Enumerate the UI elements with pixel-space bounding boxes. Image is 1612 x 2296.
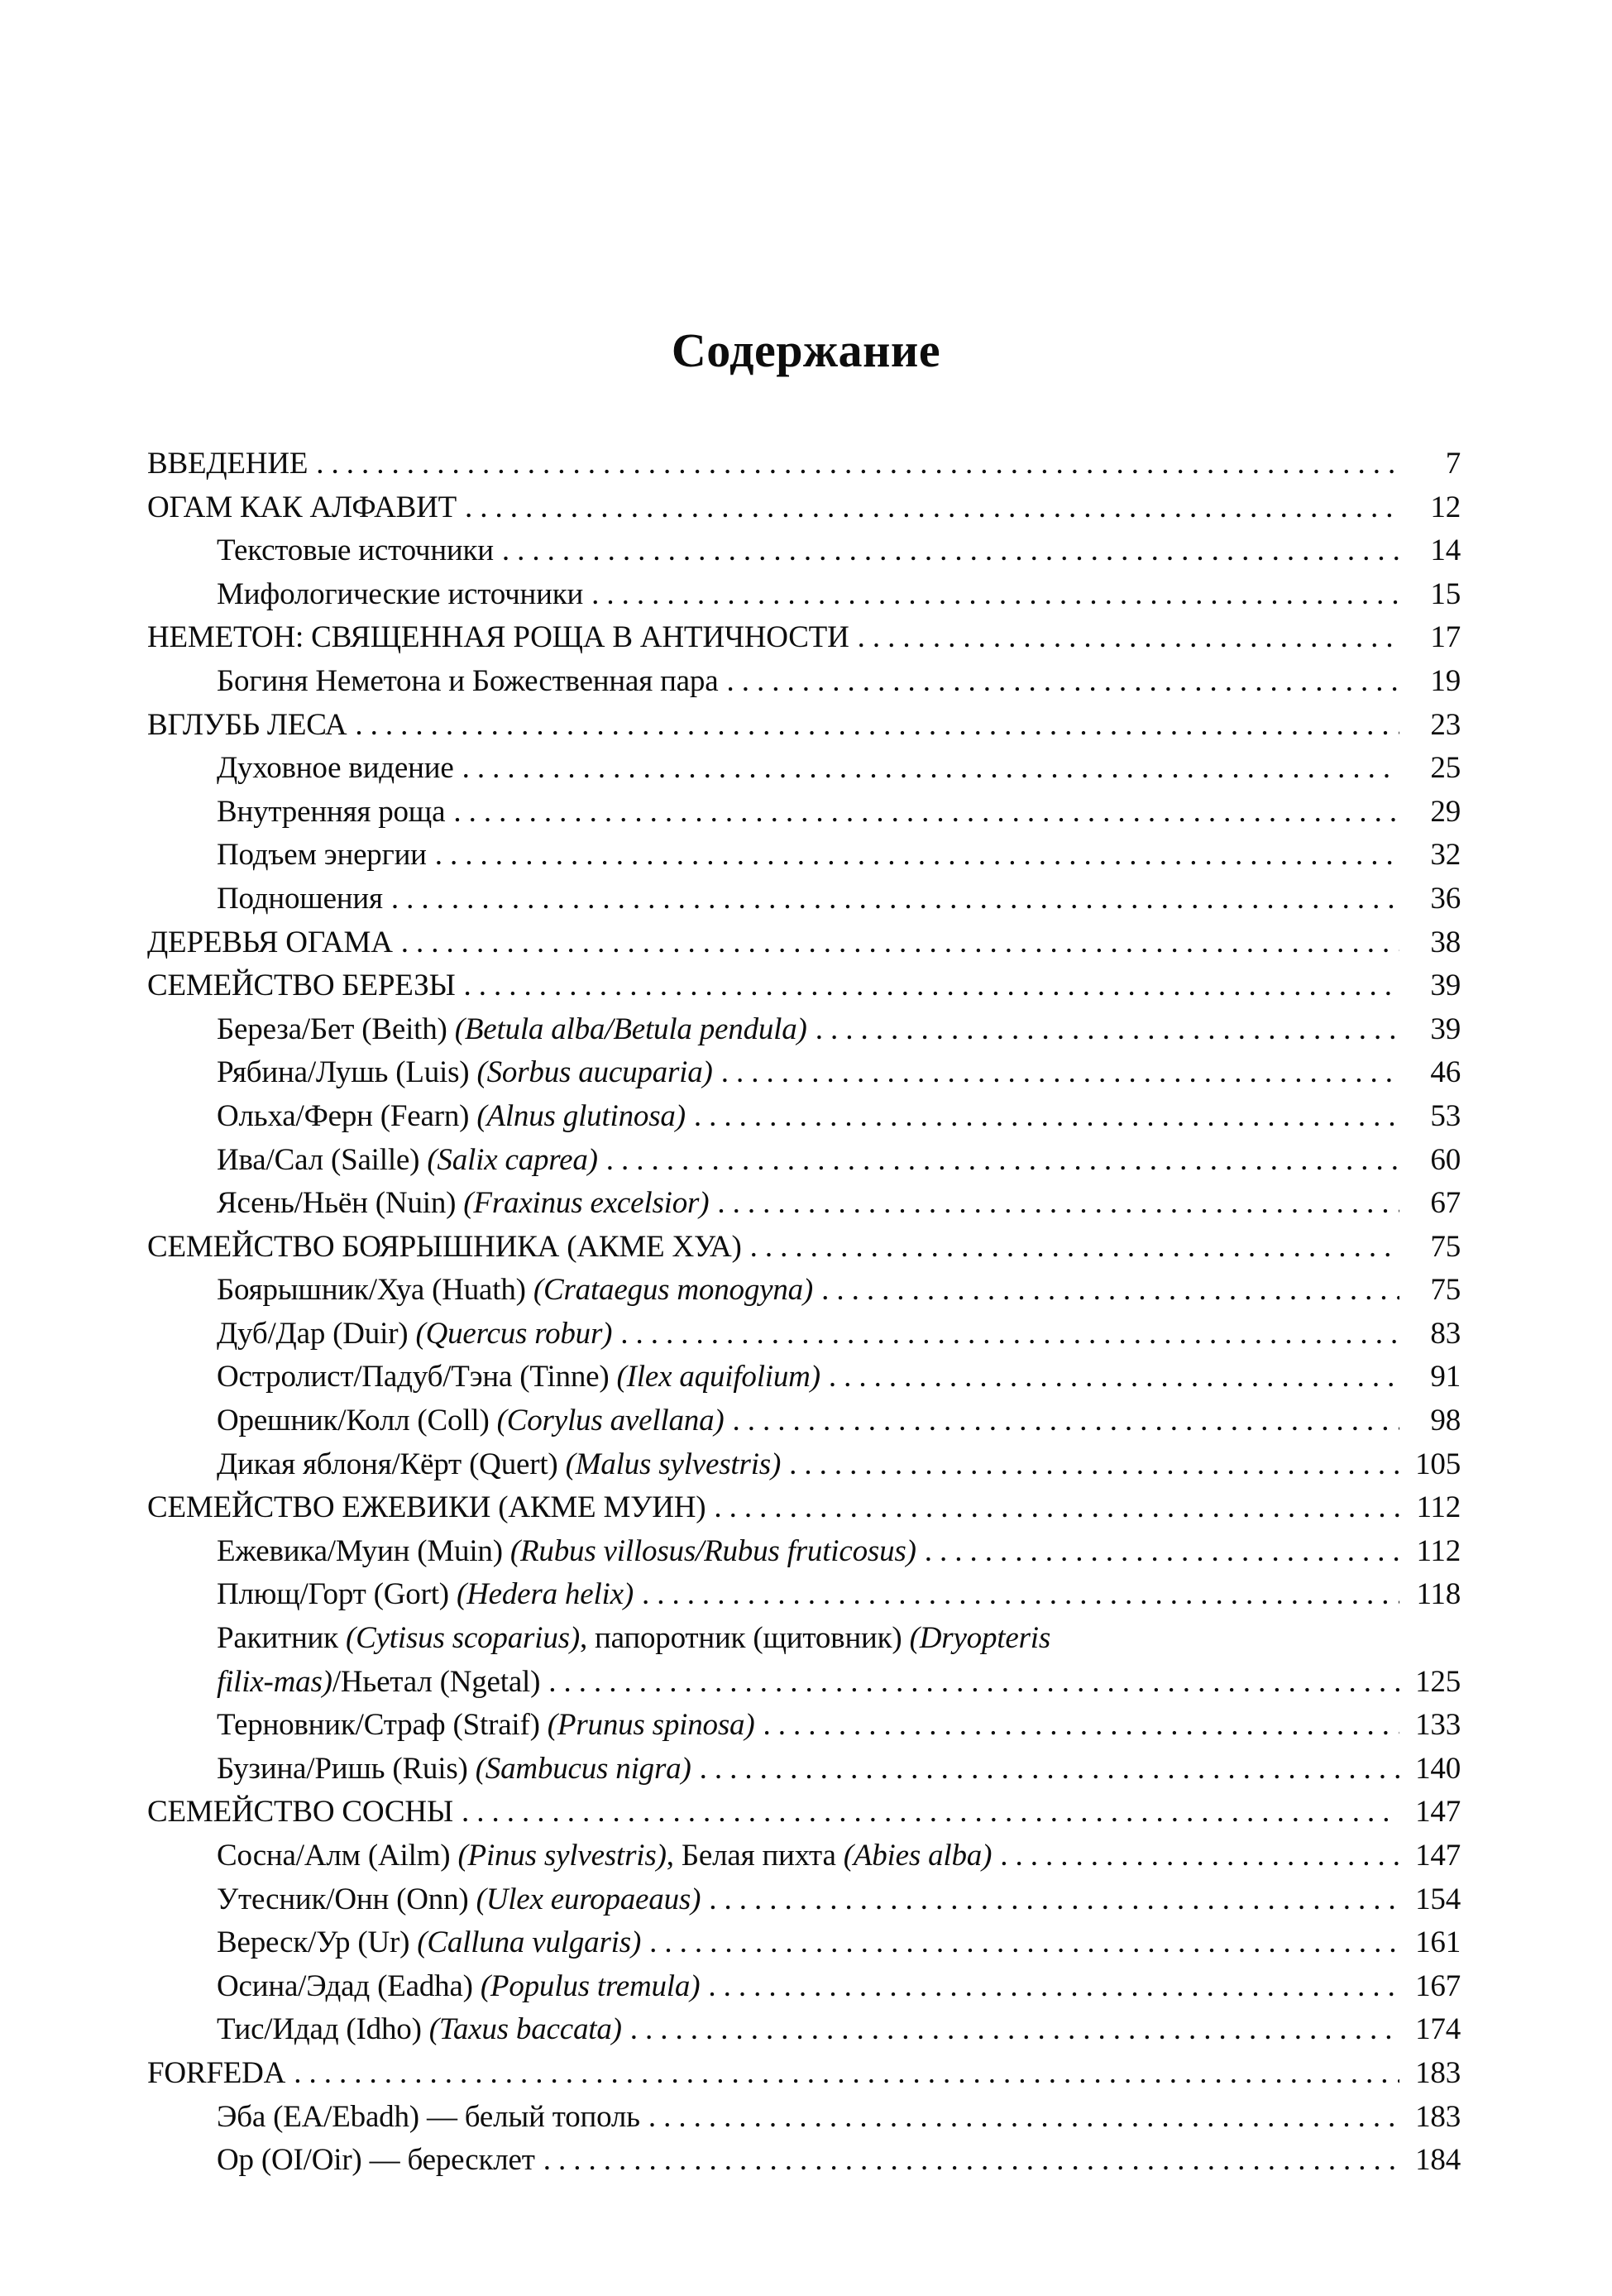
toc-label-text: Эба (EA/Ebadh) — белый тополь <box>217 2099 640 2134</box>
toc-entry <box>147 446 1461 490</box>
leader-dots <box>502 533 1399 568</box>
toc-entry-label <box>217 1882 701 1917</box>
toc-label-text: СЕМЕЙСТВО БЕРЕЗЫ <box>147 969 456 1003</box>
leader-dots <box>649 1925 1399 1960</box>
leader-dots <box>763 1707 1399 1743</box>
toc-page-number: 39 <box>1430 969 1461 1003</box>
leader-dots <box>789 1447 1399 1482</box>
toc-entry <box>147 490 1461 533</box>
toc-entry-label <box>217 794 445 830</box>
toc-label-latin-name: (Malus sylvestris) <box>565 1447 782 1481</box>
toc-entry <box>147 1751 1461 1795</box>
toc-entry <box>147 576 1461 620</box>
toc-entry-label <box>217 1012 807 1047</box>
leader-dots <box>294 2055 1399 2091</box>
toc-page-number: 183 <box>1415 2099 1461 2134</box>
toc-entry-label <box>217 1447 781 1482</box>
toc-entry-label <box>147 1229 742 1265</box>
toc-entry <box>147 1142 1461 1186</box>
toc-entry-label <box>217 1142 598 1178</box>
toc-page-number: 161 <box>1415 1925 1461 1960</box>
toc-entry-label <box>147 619 849 655</box>
toc-label-text: ВВЕДЕНИЕ <box>147 447 309 481</box>
toc-entry <box>147 2142 1461 2186</box>
toc-entry <box>147 663 1461 707</box>
toc-label-latin-name: (Dryopteris <box>909 1621 1051 1656</box>
toc-page-number: 75 <box>1430 1273 1461 1308</box>
toc-entry <box>147 925 1461 969</box>
leader-dots <box>721 1055 1399 1090</box>
leader-dots <box>858 619 1399 655</box>
toc-page-number: 53 <box>1430 1098 1461 1133</box>
toc-entry-label <box>147 1794 453 1830</box>
toc-label-latin-name: (Calluna vulgaris) <box>417 1925 642 1960</box>
toc-entry <box>147 2011 1461 2055</box>
leader-dots <box>548 1664 1399 1700</box>
toc-label-text: Ор (OI/Oir) — бересклет <box>217 2143 535 2178</box>
toc-label-text: Рябина/Лушь (Luis) <box>217 1055 477 1090</box>
toc-entry-label <box>217 1576 634 1612</box>
toc-entry <box>147 1620 1461 1664</box>
toc-page-number: 46 <box>1430 1055 1461 1090</box>
toc-page-number: 167 <box>1415 1968 1461 2003</box>
leader-dots <box>316 446 1399 481</box>
toc-entry <box>147 794 1461 838</box>
toc-entry <box>147 1359 1461 1403</box>
toc-page-number: 75 <box>1430 1229 1461 1264</box>
toc-entry-label <box>217 533 494 568</box>
leader-dots <box>714 1490 1399 1525</box>
leader-dots <box>543 2142 1399 2178</box>
toc-entry <box>147 1838 1461 1882</box>
toc-page-number: 154 <box>1415 1882 1461 1916</box>
toc-entry <box>147 707 1461 751</box>
toc-page-number: 184 <box>1415 2143 1461 2178</box>
toc-label-text: ВГЛУБЬ ЛЕСА <box>147 707 347 742</box>
toc-label-text: FORFEDA <box>147 2055 286 2090</box>
leader-dots <box>391 881 1399 916</box>
toc-label-latin-name: (Sorbus aucuparia) <box>476 1055 713 1090</box>
toc-entry <box>147 1403 1461 1447</box>
toc-label-text: ДЕРЕВЬЯ ОГАМА <box>147 925 393 959</box>
toc-page-number: 140 <box>1415 1751 1461 1786</box>
toc-entry-label <box>217 1403 725 1438</box>
toc-label-latin-name: (Quercus robur) <box>415 1316 613 1351</box>
toc-page-number: 60 <box>1430 1142 1461 1177</box>
toc-entry-label <box>217 1316 612 1351</box>
toc-page-number: 12 <box>1430 490 1461 524</box>
toc-entry <box>147 2055 1461 2099</box>
toc-page-number: 91 <box>1430 1360 1461 1394</box>
toc-entry-label <box>147 925 393 960</box>
toc-entry-label <box>217 2011 622 2047</box>
toc-page-number: 147 <box>1415 1839 1461 1873</box>
toc-page-number: 118 <box>1416 1577 1461 1612</box>
toc-label-text: Ива/Сал (Saille) <box>217 1142 428 1177</box>
toc-entry-label <box>147 968 456 1003</box>
toc-label-latin-name: (Rubus villosus/Rubus fruticosus) <box>509 1533 916 1568</box>
toc-label-text: Сосна/Алм (Ailm) <box>217 1839 458 1873</box>
toc-label-text: Духовное видение <box>217 751 454 786</box>
page-title: Содержание <box>671 323 941 377</box>
toc-label-latin-name: (Crataegus monogyna) <box>533 1273 814 1308</box>
toc-entry-label <box>147 707 347 743</box>
toc-page-number: 32 <box>1430 838 1461 873</box>
leader-dots <box>694 1098 1399 1134</box>
leader-dots <box>606 1142 1399 1178</box>
toc-label-text: Ежевика/Муин (Muin) <box>217 1533 510 1568</box>
toc-entry-label <box>217 1620 1050 1656</box>
toc-page-number: 147 <box>1415 1795 1461 1830</box>
toc-entry <box>147 1576 1461 1620</box>
toc-label-text: ОГАМ КАК АЛФАВИТ <box>147 490 457 524</box>
toc-label-text: Ракитник <box>217 1621 346 1656</box>
toc-entry <box>147 619 1461 663</box>
toc-entry <box>147 750 1461 794</box>
leader-dots <box>642 1576 1399 1612</box>
toc-entry <box>147 533 1461 576</box>
leader-dots <box>750 1229 1399 1265</box>
toc-page-number: 174 <box>1415 2012 1461 2047</box>
toc-label-text: , папоротник (щитовник) <box>579 1621 910 1656</box>
toc-label-text: Мифологические источники <box>217 576 584 611</box>
toc-entry <box>147 1533 1461 1577</box>
toc-page-number: 112 <box>1416 1490 1461 1525</box>
leader-dots <box>630 2011 1399 2047</box>
toc-page-number: 7 <box>1445 447 1461 481</box>
leader-dots <box>648 2099 1399 2135</box>
toc-label-text: НЕМЕТОН: СВЯЩЕННАЯ РОЩА В АНТИЧНОСТИ <box>147 620 849 655</box>
toc-page-number: 15 <box>1430 576 1461 611</box>
toc-label-text: Текстовые источники <box>217 533 494 568</box>
toc-label-text: Плющ/Горт (Gort) <box>217 1577 457 1612</box>
toc-label-latin-name: (Taxus baccata) <box>428 2012 622 2047</box>
toc-entry <box>147 1707 1461 1751</box>
toc-page-number: 112 <box>1416 1533 1461 1568</box>
toc-label-latin-name: (Ilex aquifolium) <box>616 1360 820 1394</box>
toc-entry-label <box>217 750 454 786</box>
toc-page-number: 133 <box>1415 1708 1461 1743</box>
toc-label-text: Боярышник/Хуа (Huath) <box>217 1273 533 1308</box>
leader-dots <box>435 837 1399 873</box>
toc-label-latin-name: (Cytisus scoparius) <box>345 1621 580 1656</box>
toc-label-latin-name: (Betula alba/Betula pendula) <box>454 1012 807 1046</box>
toc-entry-label <box>217 1751 691 1787</box>
toc-page-number: 23 <box>1430 707 1461 742</box>
toc-label-text: Внутренняя роща <box>217 794 446 829</box>
toc-entry-label <box>217 576 583 612</box>
toc-label-latin-name: filix-mas) <box>217 1664 332 1699</box>
toc-label-text: СЕМЕЙСТВО БОЯРЫШНИКА (АКМЕ ХУА) <box>147 1229 742 1264</box>
toc-entry-label <box>217 1533 916 1569</box>
toc-page-number: 125 <box>1415 1664 1461 1699</box>
toc-page-number: 17 <box>1430 620 1461 655</box>
toc-entry <box>147 1272 1461 1316</box>
toc-entry-label <box>217 881 383 916</box>
leader-dots <box>401 925 1399 960</box>
toc-label-latin-name: (Hedera helix) <box>456 1577 634 1612</box>
toc-label-text: Осина/Эдад (Eadha) <box>217 1968 481 2003</box>
toc-page-number: 67 <box>1430 1186 1461 1221</box>
toc-label-text: Богиня Неметона и Божественная пара <box>217 663 719 698</box>
toc-label-text: Ольха/Ферн (Fearn) <box>217 1098 477 1133</box>
toc-label-latin-name: (Pinus sylvestris) <box>457 1839 667 1873</box>
toc-page-number: 36 <box>1430 881 1461 916</box>
toc-label-text: СЕМЕЙСТВО ЕЖЕВИКИ (АКМЕ МУИН) <box>147 1490 706 1525</box>
toc-entry <box>147 1968 1461 2012</box>
leader-dots <box>462 750 1399 786</box>
toc-entry <box>147 1185 1461 1229</box>
toc-entry-label <box>217 663 718 699</box>
toc-page-number: 19 <box>1430 663 1461 698</box>
toc-label-text: Дуб/Дар (Duir) <box>217 1316 416 1351</box>
leader-dots <box>453 794 1399 830</box>
toc-label-text: /Ньетал (Ngetal) <box>332 1664 541 1699</box>
leader-dots <box>1000 1838 1399 1873</box>
toc-entry <box>147 881 1461 925</box>
toc-label-text: Дикая яблоня/Кёрт (Quert) <box>217 1447 566 1481</box>
leader-dots <box>925 1533 1399 1569</box>
leader-dots <box>709 1882 1399 1917</box>
toc-page-number: 83 <box>1430 1316 1461 1351</box>
leader-dots <box>355 707 1399 743</box>
toc-entry-label <box>217 2099 640 2135</box>
toc-label-latin-name: (Populus tremula) <box>480 1968 701 2003</box>
toc-page-number: 14 <box>1430 533 1461 568</box>
toc-entry <box>147 968 1461 1012</box>
toc-entry-label <box>217 1925 641 1960</box>
leader-dots <box>700 1751 1399 1787</box>
toc-page-number: 183 <box>1415 2055 1461 2090</box>
toc-entry <box>147 1012 1461 1055</box>
toc-label-text: , Белая пихта <box>666 1839 844 1873</box>
toc-label-text: Утесник/Онн (Onn) <box>217 1882 476 1916</box>
toc-entry-label <box>217 1359 820 1394</box>
toc-entry-label <box>147 446 308 481</box>
toc-entry <box>147 1490 1461 1533</box>
toc-label-text: СЕМЕЙСТВО СОСНЫ <box>147 1795 453 1830</box>
toc-label-latin-name: (Salix caprea) <box>427 1142 598 1177</box>
toc-entry <box>147 1882 1461 1925</box>
leader-dots <box>591 576 1399 612</box>
toc-entry <box>147 1447 1461 1490</box>
toc-list <box>0 446 1612 2186</box>
toc-label-latin-name: (Ulex europaeaus) <box>476 1882 701 1916</box>
leader-dots <box>726 663 1399 699</box>
toc-entry <box>147 1664 1461 1708</box>
leader-dots <box>462 1794 1399 1830</box>
toc-entry-label <box>217 1098 686 1134</box>
toc-page-number: 39 <box>1430 1012 1461 1046</box>
toc-page-number: 25 <box>1430 751 1461 786</box>
toc-label-text: Подъем энергии <box>217 838 427 873</box>
toc-label-latin-name: (Fraxinus excelsior) <box>463 1186 710 1221</box>
toc-entry-label <box>217 2142 535 2178</box>
toc-entry-label <box>217 837 427 873</box>
toc-entry <box>147 837 1461 881</box>
toc-label-text: Терновник/Страф (Straif) <box>217 1708 548 1743</box>
toc-page-number: 105 <box>1415 1447 1461 1481</box>
toc-entry-label <box>147 1490 706 1525</box>
toc-entry-label <box>217 1185 709 1221</box>
toc-label-latin-name: (Alnus glutinosa) <box>476 1098 686 1133</box>
toc-page-number: 38 <box>1430 925 1461 959</box>
toc-entry-label <box>217 1838 992 1873</box>
toc-entry <box>147 1229 1461 1273</box>
toc-label-text: Остролист/Падуб/Тэна (Tinne) <box>217 1360 617 1394</box>
toc-label-text: Орешник/Колл (Coll) <box>217 1404 497 1438</box>
toc-label-latin-name: (Sambucus nigra) <box>475 1751 691 1786</box>
toc-entry-label <box>217 1707 754 1743</box>
toc-entry-label <box>217 1272 813 1308</box>
toc-label-latin-name: (Prunus spinosa) <box>547 1708 755 1743</box>
toc-entry <box>147 2099 1461 2143</box>
toc-label-text: Вереск/Ур (Ur) <box>217 1925 418 1960</box>
leader-dots <box>829 1359 1399 1394</box>
toc-label-text: Бузина/Ришь (Ruis) <box>217 1751 476 1786</box>
toc-entry <box>147 1794 1461 1838</box>
toc-entry-label <box>147 490 457 525</box>
toc-label-text: Береза/Бет (Beith) <box>217 1012 455 1046</box>
toc-entry <box>147 1316 1461 1360</box>
leader-dots <box>708 1968 1399 2004</box>
toc-label-text: Тис/Идад (Idho) <box>217 2012 429 2047</box>
leader-dots <box>816 1012 1399 1047</box>
toc-entry-label <box>217 1968 700 2004</box>
toc-page-number: 98 <box>1430 1404 1461 1438</box>
toc-entry-label <box>217 1664 540 1700</box>
toc-entry <box>147 1055 1461 1098</box>
toc-entry-label <box>217 1055 713 1090</box>
leader-dots <box>620 1316 1399 1351</box>
leader-dots <box>465 490 1399 525</box>
toc-label-text: Ясень/Ньён (Nuin) <box>217 1186 464 1221</box>
leader-dots <box>733 1403 1399 1438</box>
leader-dots <box>464 968 1399 1003</box>
leader-dots <box>821 1272 1399 1308</box>
toc-entry <box>147 1925 1461 1968</box>
toc-page-number: 29 <box>1430 794 1461 829</box>
toc-label-latin-name: (Corylus avellana) <box>496 1404 725 1438</box>
leader-dots <box>717 1185 1399 1221</box>
toc-label-latin-name: (Abies alba) <box>843 1839 993 1873</box>
toc-label-text: Подношения <box>217 881 383 916</box>
toc-entry-label <box>147 2055 285 2091</box>
toc-entry <box>147 1098 1461 1142</box>
